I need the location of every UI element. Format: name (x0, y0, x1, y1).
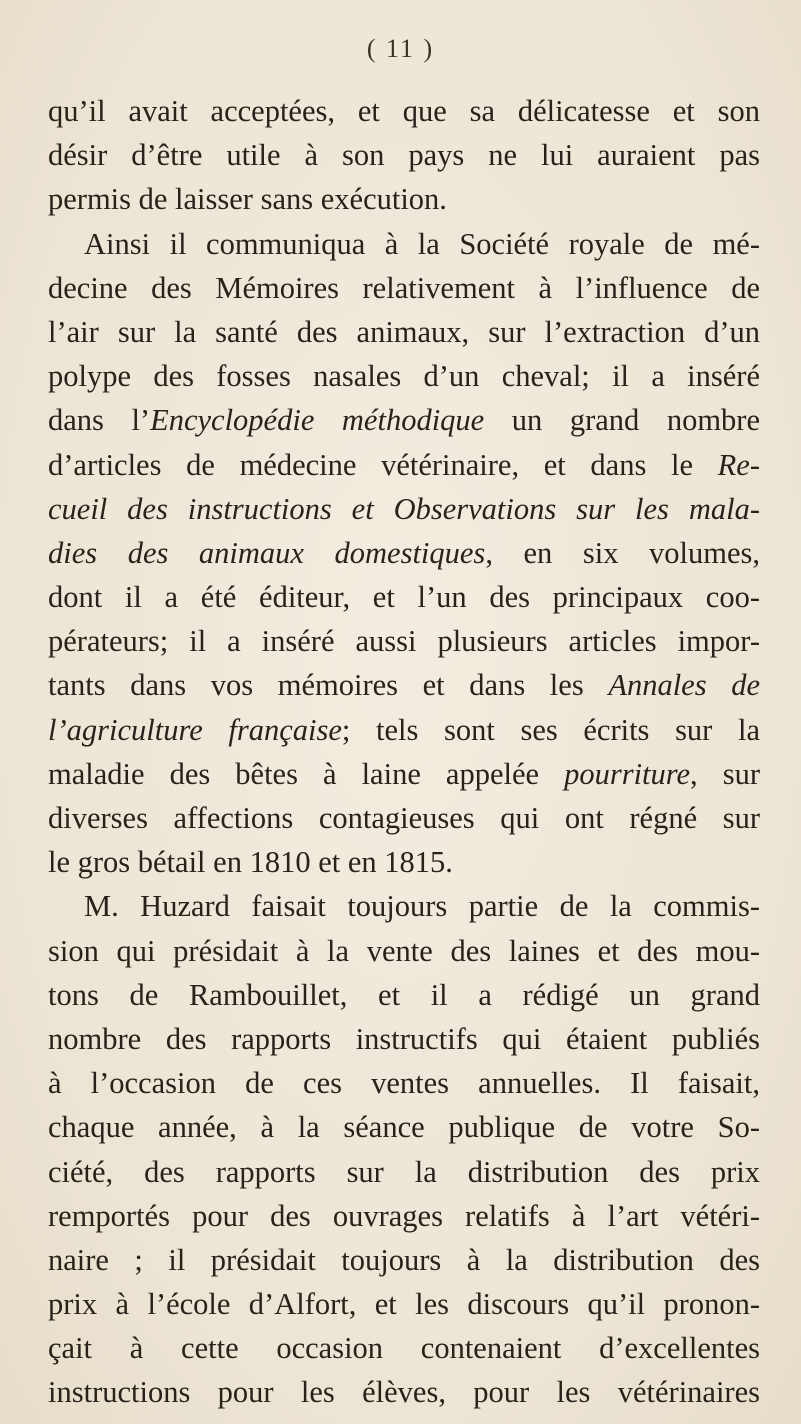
text-segment: , sur (690, 756, 760, 791)
text-segment: prix à l’école d’Alfort, et les discours qu’il pronon- (48, 1287, 760, 1322)
italic-text: Encyclopédie méthodique (150, 403, 485, 438)
italic-text: dies des animaux domestiques (48, 535, 486, 570)
italic-text: pourriture (564, 756, 691, 791)
text-segment: nombre des rapports instructifs qui étaient publiés (48, 1021, 760, 1056)
text-segment: permis de laisser sans exécution. (48, 182, 447, 217)
text-line (48, 1238, 760, 1282)
text-line (48, 222, 760, 266)
italic-text: Re- (717, 447, 760, 482)
text-line (48, 1370, 760, 1414)
text-line (48, 89, 760, 133)
text-line (48, 929, 760, 973)
text-segment: instructions pour les élèves, pour les vétérinaires (48, 1375, 760, 1410)
text-segment: un grand nombre (484, 403, 760, 438)
text-line (48, 266, 760, 310)
text-segment: sion qui présidait à la vente des laines et des mou- (48, 933, 760, 968)
text-line (48, 177, 760, 221)
text-segment: pérateurs; il a inséré aussi plusieurs articles impor- (48, 624, 760, 659)
text-line (48, 575, 760, 619)
text-segment: decine des Mémoires relativement à l’influence de (48, 270, 760, 305)
text-segment: M. Huzard faisait toujours partie de la commis- (84, 889, 760, 924)
text-line (48, 1150, 760, 1194)
text-segment: maladie des bêtes à laine appelée (48, 756, 565, 791)
text-segment: naire ; il présidait toujours à la distribution des (48, 1242, 760, 1277)
text-segment: à l’occasion de ces ventes annuelles. Il faisait, (48, 1066, 760, 1101)
text-line (48, 840, 760, 884)
text-line (48, 1105, 760, 1149)
text-segment: dont il a été éditeur, et l’un des principaux coo- (48, 580, 760, 615)
text-line (48, 1282, 760, 1326)
text-line (48, 1017, 760, 1061)
text-segment: ; tels sont ses écrits sur la (341, 712, 760, 747)
text-segment: tants dans vos mémoires et dans les (48, 668, 609, 703)
italic-text: cueil des instructions et Observations sur les mala- (48, 491, 760, 526)
text-line (48, 398, 760, 442)
text-line (48, 1194, 760, 1238)
text-segment: le gros bétail en 1810 et en 1815. (48, 845, 453, 880)
paragraph (48, 884, 760, 1414)
italic-text: Annales de (608, 668, 760, 703)
text-line (48, 884, 760, 928)
text-segment: ciété, des rapports sur la distribution des prix (48, 1154, 760, 1189)
paragraph (48, 89, 760, 222)
text-segment: tons de Rambouillet, et il a rédigé un grand (48, 977, 760, 1012)
text-segment: qu’il avait acceptées, et que sa délicatesse et son (48, 94, 760, 128)
text-line (48, 708, 760, 752)
text-line (48, 796, 760, 840)
text-segment: d’articles de médecine vétérinaire, et dans le (48, 447, 718, 482)
text-line (48, 531, 760, 575)
text-line (48, 1326, 760, 1370)
text-segment: remportés pour des ouvrages relatifs à l’art vétéri- (48, 1198, 760, 1233)
text-line (48, 663, 760, 707)
text-segment: désir d’être utile à son pays ne lui auraient pas (48, 138, 760, 173)
text-segment: chaque année, à la séance publique de votre So- (48, 1110, 760, 1145)
text-segment: diverses affections contagieuses qui ont régné sur (48, 801, 760, 835)
body-text (48, 89, 760, 1415)
text-segment: dans l’ (48, 403, 151, 438)
text-segment: çait à cette occasion contenaient d’excellentes (48, 1331, 760, 1366)
italic-text: l’agriculture française (48, 712, 342, 747)
text-line (48, 619, 760, 663)
text-line (48, 310, 760, 354)
text-segment: l’air sur la santé des animaux, sur l’extraction d’un (48, 314, 760, 349)
paragraph (48, 222, 760, 885)
text-line (48, 752, 760, 796)
text-segment: , en six volumes, (485, 535, 760, 570)
text-line (48, 973, 760, 1017)
text-line (48, 443, 760, 487)
text-line (48, 487, 760, 531)
text-segment: Ainsi il communiqua à la Société royale de mé- (84, 226, 760, 261)
text-line (48, 1061, 760, 1105)
page-number: ( 11 ) (366, 34, 435, 63)
text-line (48, 354, 760, 398)
text-line (48, 133, 760, 177)
text-segment: polype des fosses nasales d’un cheval; il a inséré (48, 359, 760, 394)
